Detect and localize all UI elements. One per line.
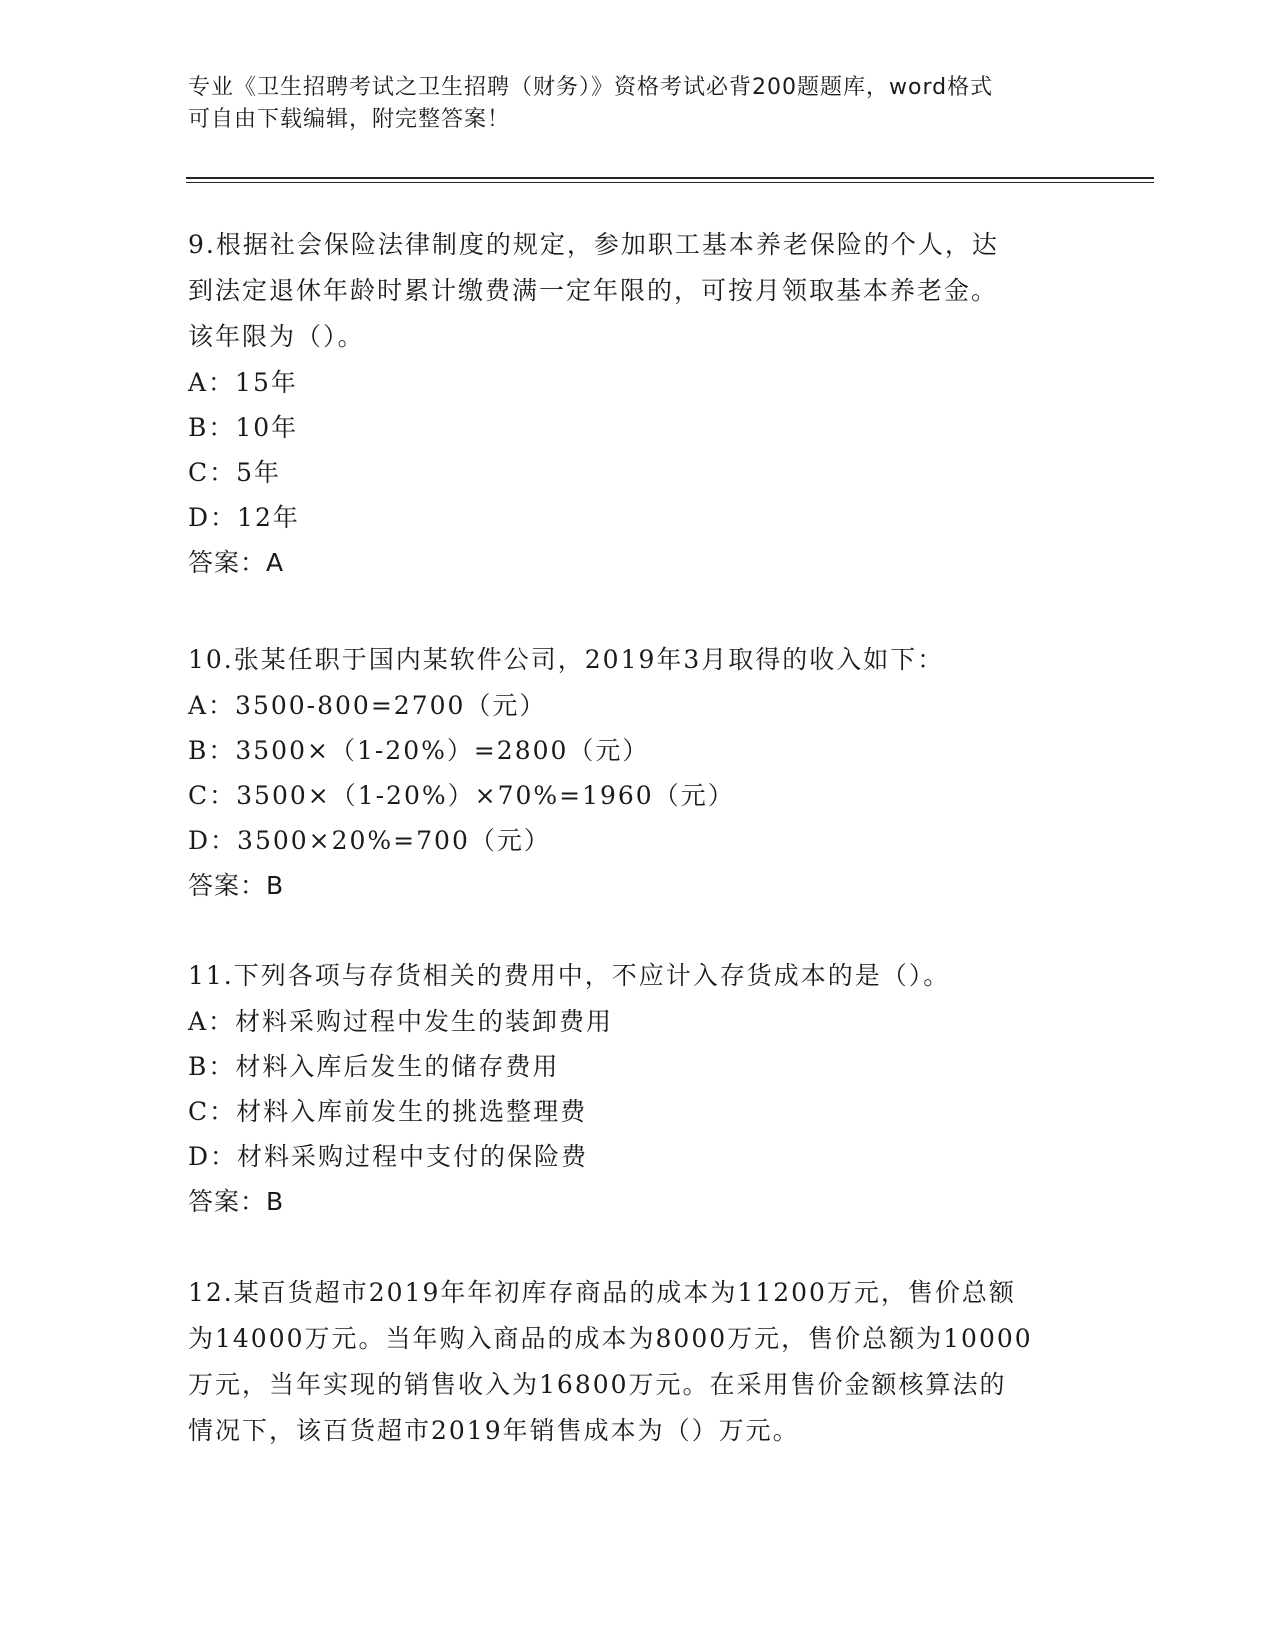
option-c: C：5年: [188, 458, 282, 487]
question-stem-line: 该年限为（）。: [188, 322, 365, 351]
header-title-line-1: 专业《卫生招聘考试之卫生招聘（财务）》资格考试必背200题题库，word格式: [188, 75, 994, 100]
option-b: B：10年: [188, 413, 299, 442]
question-stem-line: 万元，当年实现的销售收入为16800万元。在采用售价金额核算法的: [188, 1370, 1007, 1399]
option-c: C：3500×（1-20%）×70%=1960（元）: [188, 781, 735, 810]
option-a: A：3500-800=2700（元）: [188, 691, 547, 720]
answer: 答案：B: [188, 1187, 285, 1216]
question-stem-line: 10.张某任职于国内某软件公司，2019年3月取得的收入如下：: [188, 645, 945, 674]
option-c: C：材料入库前发生的挑选整理费: [188, 1097, 588, 1126]
document-header: [188, 72, 1068, 136]
question-10: [188, 637, 1068, 909]
question-9: [188, 222, 1068, 586]
header-title-line-2: 可自由下载编辑，附完整答案！: [188, 107, 511, 132]
question-stem-line: 9.根据社会保险法律制度的规定，参加职工基本养老保险的个人，达: [188, 230, 999, 259]
question-stem-line: 11.下列各项与存货相关的费用中，不应计入存货成本的是（）。: [188, 961, 951, 990]
question-stem-line: 12.某百货超市2019年年初库存商品的成本为11200万元，售价总额: [188, 1278, 1016, 1307]
header-divider-thick: [186, 177, 1154, 179]
option-d: D：12年: [188, 503, 300, 532]
answer: 答案：B: [188, 871, 285, 900]
answer: 答案：A: [188, 548, 285, 577]
option-a: A：材料采购过程中发生的装卸费用: [188, 1007, 614, 1036]
question-stem-line: 情况下，该百货超市2019年销售成本为（）万元。: [188, 1416, 800, 1445]
option-b: B：材料入库后发生的储存费用: [188, 1052, 560, 1081]
option-d: D：材料采购过程中支付的保险费: [188, 1142, 589, 1171]
question-11: [188, 953, 1068, 1225]
question-12: [188, 1270, 1068, 1454]
option-d: D：3500×20%=700（元）: [188, 826, 551, 855]
header-divider-thin: [186, 182, 1154, 183]
option-b: B：3500×（1-20%）=2800（元）: [188, 736, 650, 765]
question-stem-line: 到法定退休年龄时累计缴费满一定年限的，可按月领取基本养老金。: [188, 276, 999, 305]
option-a: A：15年: [188, 368, 298, 397]
question-stem-line: 为14000万元。当年购入商品的成本为8000万元，售价总额为10000: [188, 1324, 1033, 1353]
